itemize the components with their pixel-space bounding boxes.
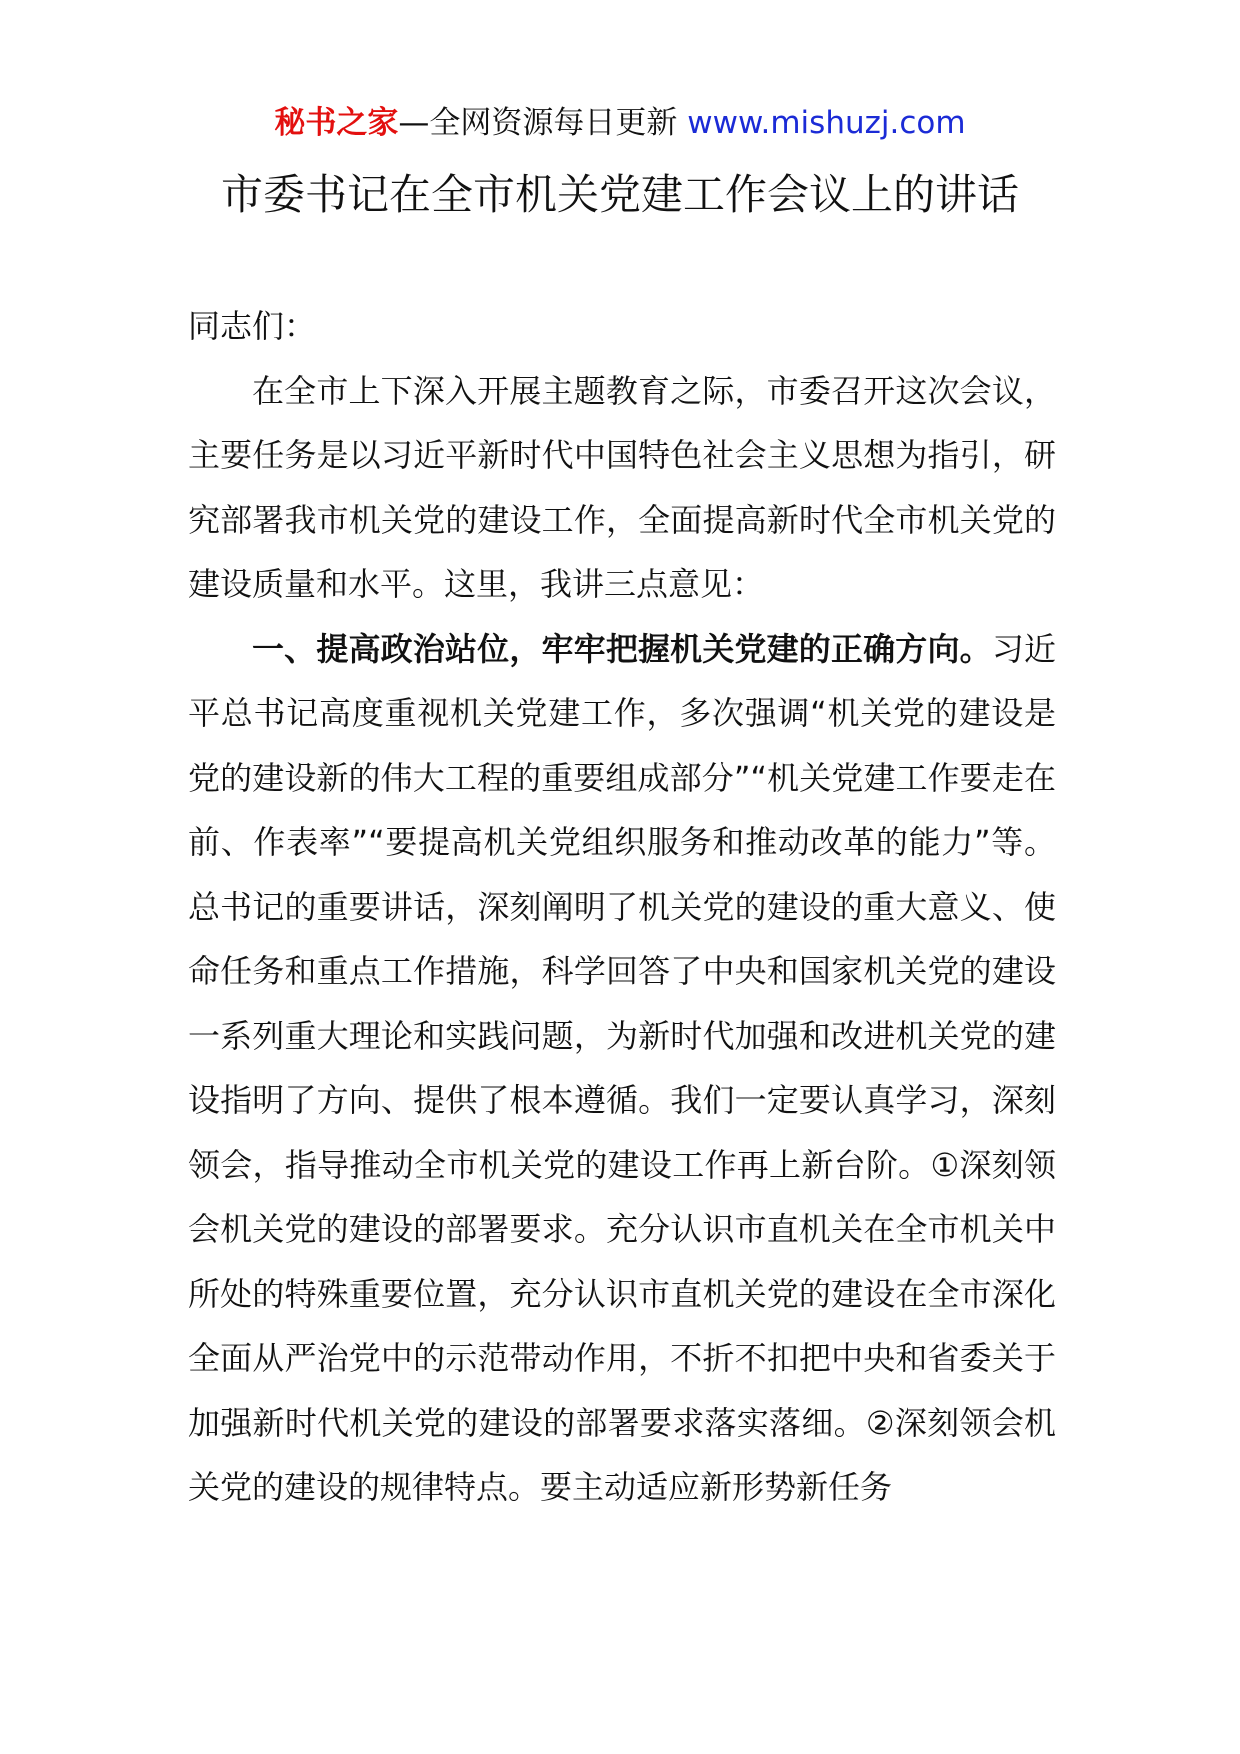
site-header [0, 100, 1240, 146]
site-url-link[interactable]: www.mishuzj.com [687, 105, 966, 141]
site-tagline: —全网资源每日更新 [398, 105, 688, 141]
document-title: 市委书记在全市机关党建工作会议上的讲话 [220, 170, 1019, 219]
salutation: 同志们： [188, 307, 317, 345]
site-brand: 秘书之家 [274, 105, 399, 141]
section-1-text: 习近平总书记高度重视机关党建工作，多次强调“机关党的建设是党的建设新的伟大工程的重要组成部分”“机关党建工作要走在前、作表率”“要提高机关党组织服务和推动改革的能力”等。总书记的重要讲话，深刻阐明了机关党的建设的重大意义、使命任务和重点工作措施，科学回答了中央和国家机关党的建设一系列重大理论和实践问题，为新时代加强和改进机关党的建设指明了方向、提供了根本遵循。我们一定要认真学习，深刻领会，指导推动全市机关党的建设工作再上新台阶。①深刻领会机关党的建设的部署要求。充分认识市直机关在全市机关中所处的特殊重要位置，充分认识市直机关党的建设在全市深化全面从严治党中的示范带动作用，不折不扣把中央和省委关于加强新时代机关党的建设的部署要求落实落细。②深刻领会机关党的建设的规律特点。要主动适应新形势新任务 [188, 629, 1056, 1506]
section-1-paragraph [188, 617, 1056, 1520]
document-body [188, 294, 1056, 1520]
intro-paragraph: 在全市上下深入开展主题教育之际，市委召开这次会议，主要任务是以习近平新时代中国特色社会主义思想为指引，研究部署我市机关党的建设工作，全面提高新时代全市机关党的建设质量和水平。这里，我讲三点意见： [188, 371, 1056, 603]
section-1-heading: 一、提高政治站位，牢牢把握机关党建的正确方向。 [252, 629, 992, 668]
